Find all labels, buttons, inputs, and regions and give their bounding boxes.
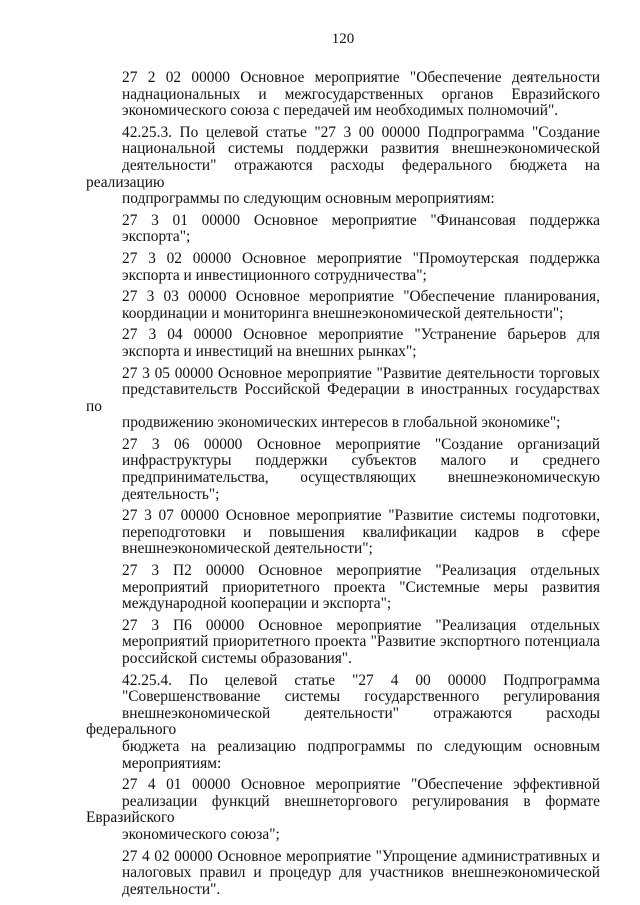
text-line: экономического союза";: [122, 825, 280, 843]
text-line: продвижению экономических интересов в глобальной экономике";: [122, 414, 561, 432]
text-line: 27 3 03 00000 Основное мероприятие "Обеспечение планирования,: [122, 288, 600, 306]
paragraph: [86, 849, 600, 899]
text-line: внешнеэкономической деятельности" отражаются расходы федерального: [86, 704, 600, 739]
paragraph: [86, 563, 600, 613]
paragraph: [86, 327, 600, 360]
text-line: 27 3 П2 00000 Основное мероприятие "Реализация отдельных: [122, 562, 600, 580]
text-line: 27 3 04 00000 Основное мероприятие "Устранение барьеров для: [122, 326, 600, 344]
text-line: "Совершенствование системы государственного регулирования: [122, 688, 600, 706]
paragraph: [86, 777, 600, 843]
text-line: подпрограммы по следующим основным мероприятиям:: [122, 190, 495, 208]
paragraph: [86, 618, 600, 668]
paragraph: [86, 213, 600, 246]
text-line: экспорта и инвестиций на внешних рынках";: [122, 342, 417, 360]
text-line: 27 4 01 00000 Основное мероприятие "Обеспечение эффективной: [122, 776, 600, 794]
text-line: внешнеэкономической деятельности";: [122, 540, 373, 558]
paragraph: [86, 70, 600, 120]
text-line: предпринимательства, осуществляющих внешнеэкономическую: [122, 469, 600, 487]
text-line: 27 3 05 00000 Основное мероприятие "Развитие деятельности торговых: [122, 364, 600, 382]
text-line: налоговых правил и процедур для участников внешнеэкономической: [122, 864, 600, 882]
text-line: 27 3 П6 00000 Основное мероприятие "Реализация отдельных: [122, 616, 600, 634]
document-body: [86, 70, 600, 898]
text-line: российской системы образования".: [122, 650, 352, 667]
paragraph: [86, 289, 600, 322]
text-line: экспорта";: [122, 228, 191, 246]
text-line: переподготовки и повышения квалификации кадров в сфере: [122, 523, 600, 541]
text-line: мероприятиям:: [122, 754, 222, 772]
text-line: 27 3 07 00000 Основное мероприятие "Развитие системы подготовки,: [122, 507, 600, 525]
text-line: экспорта и инвестиционного сотрудничества";: [122, 266, 427, 284]
paragraph: [86, 125, 600, 208]
text-line: экономического союза с передачей им необходимых полномочий".: [122, 102, 559, 120]
text-line: 27 4 02 00000 Основное мероприятие "Упрощение административных и: [122, 847, 600, 865]
text-line: 27 3 06 00000 Основное мероприятие "Создание организаций: [122, 435, 600, 453]
text-line: мероприятий приоритетного проекта "Развитие экспортного потенциала: [122, 633, 600, 651]
text-line: реализации функций внешнеторгового регулирования в формате Евразийского: [86, 792, 600, 827]
text-line: деятельности".: [122, 880, 221, 898]
text-line: международной кооперации и экспорта";: [122, 595, 392, 613]
text-line: 27 2 02 00000 Основное мероприятие "Обеспечение деятельности: [122, 69, 600, 86]
paragraph: [86, 508, 600, 558]
text-line: национальной системы поддержки развития внешнеэкономической: [122, 140, 600, 158]
text-line: деятельности" отражаются расходы федерального бюджета на реализацию: [86, 156, 600, 191]
text-line: наднациональных и межгосударственных органов Евразийского: [122, 85, 600, 103]
text-line: деятельность";: [122, 485, 220, 503]
text-line: координации и мониторинга внешнеэкономической деятельности";: [122, 304, 564, 322]
text-line: 42.25.4. По целевой статье "27 4 00 00000 Подпрограмма: [122, 671, 600, 689]
text-line: представительств Российской Федерации в иностранных государствах по: [86, 381, 600, 415]
text-line: 27 3 02 00000 Основное мероприятие "Промоутерская поддержка: [122, 249, 600, 267]
paragraph: [86, 366, 600, 432]
text-line: мероприятий приоритетного проекта "Системные меры развития: [122, 578, 600, 596]
text-line: 27 3 01 00000 Основное мероприятие "Финансовая поддержка: [122, 211, 600, 229]
text-line: 42.25.3. По целевой статье "27 3 00 00000 Подпрограмма "Создание: [122, 123, 600, 141]
paragraph: [86, 251, 600, 284]
text-line: инфраструктуры поддержки субъектов малого и среднего: [122, 452, 600, 470]
paragraph: [86, 673, 600, 773]
text-line: бюджета на реализацию подпрограммы по следующим основным: [122, 737, 600, 755]
page-number: 120: [331, 31, 355, 47]
paragraph: [86, 437, 600, 503]
